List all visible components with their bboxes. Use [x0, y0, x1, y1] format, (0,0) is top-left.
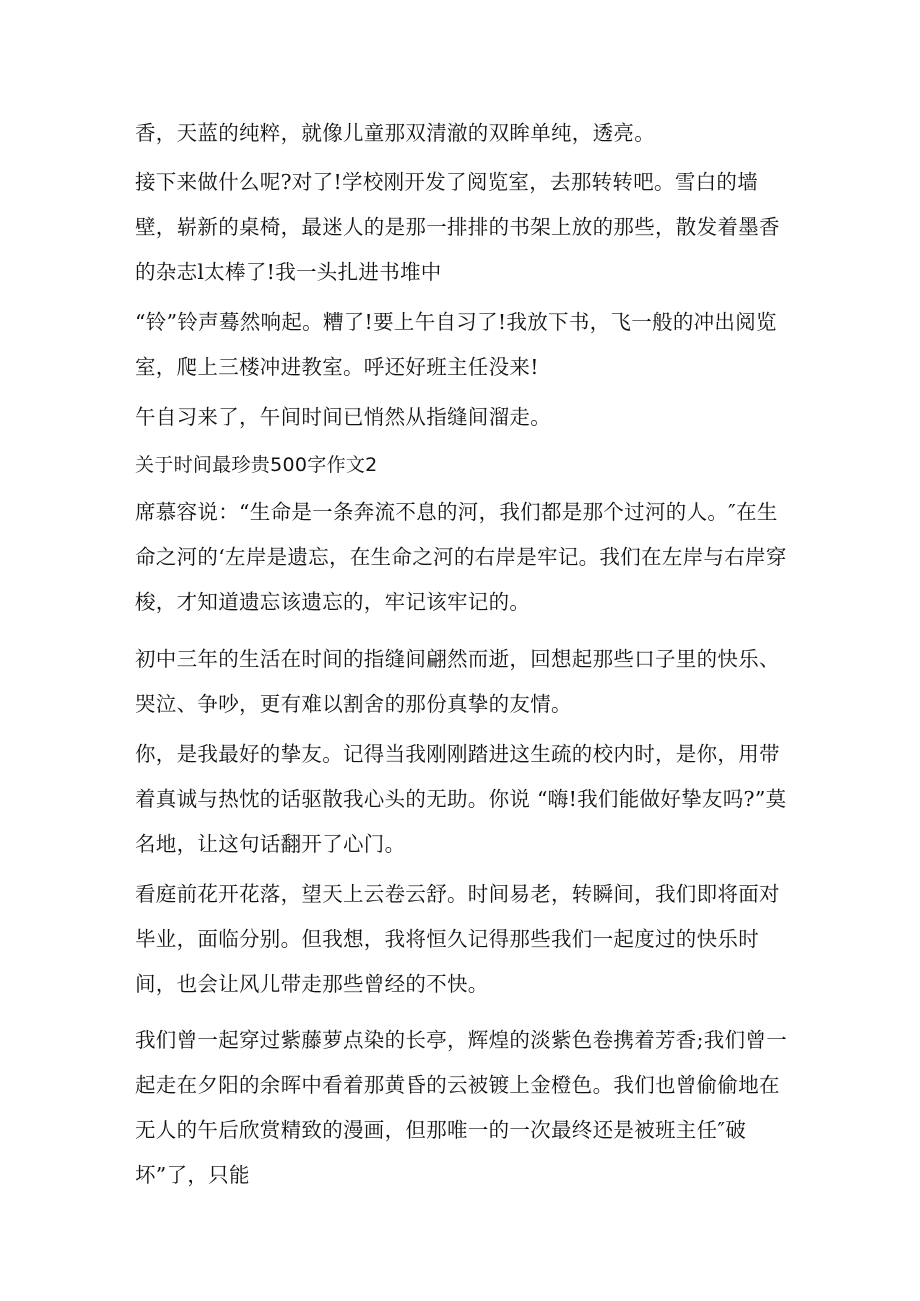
paragraph-2: 接下来做什么呢?对了!学校刚开发了阅览室，去那转转吧。雪白的墙壁，崭新的桌椅，最迷人的是那一排排的书架上放的那些，散发着墨香的杂志l太棒了!我一头扎进书堆中 — [135, 170, 780, 284]
section-heading: 关于时间最珍贵500字作文2 — [135, 454, 378, 476]
paragraph-3: “铃”铃声蓦然响起。糟了!要上午自习了!我放下书，飞一般的冲出阅览室，爬上三楼冲进教室。呼还好班主任没来! — [135, 310, 777, 379]
paragraph-1: 香，天蓝的纯粹，就像儿童那双清澈的双眸单纯，透亮。 — [135, 121, 655, 145]
paragraph-5: 席慕容说：“生命是一条奔流不息的河，我们都是那个过河的人。″在生命之河的‘左岸是遗忘，在生命之河的右岸是牢记。我们在左岸与右岸穿梭，才知道遗忘该遗忘的，牢记该牢记的。 — [135, 500, 787, 614]
paragraph-9: 我们曾一起穿过紫藤萝点染的长亭，辉煌的淡紫色卷携着芳香;我们曾一起走在夕阳的余晖中看着那黄昏的云被镀上金橙色。我们也曾偷偷地在无人的午后欣赏精致的漫画，但那唯一的一次最终还是被班主任″破坏”了，只能 — [135, 1028, 788, 1187]
paragraph-8: 看庭前花开花落，望天上云卷云舒。时间易老，转瞬间，我们即将面对毕业，面临分别。但我想，我将恒久记得那些我们一起度过的快乐时间，也会让风儿带走那些曾经的不快。 — [135, 882, 780, 996]
paragraph-4: 午自习来了，午间时间已悄然从指缝间溜走。 — [135, 405, 551, 429]
paragraph-7: 你，是我最好的挚友。记得当我刚刚踏进这生疏的校内时，是你，用带着真诚与热忱的话驱散我心头的无助。你说 “嗨!我们能做好挚友吗?”莫名地，让这句话翻开了心门。 — [135, 742, 787, 856]
paragraph-6: 初中三年的生活在时间的指缝间翩然而逝，回想起那些口子里的快乐、哭泣、争吵，更有难以割舍的那份真挚的友情。 — [135, 647, 780, 716]
